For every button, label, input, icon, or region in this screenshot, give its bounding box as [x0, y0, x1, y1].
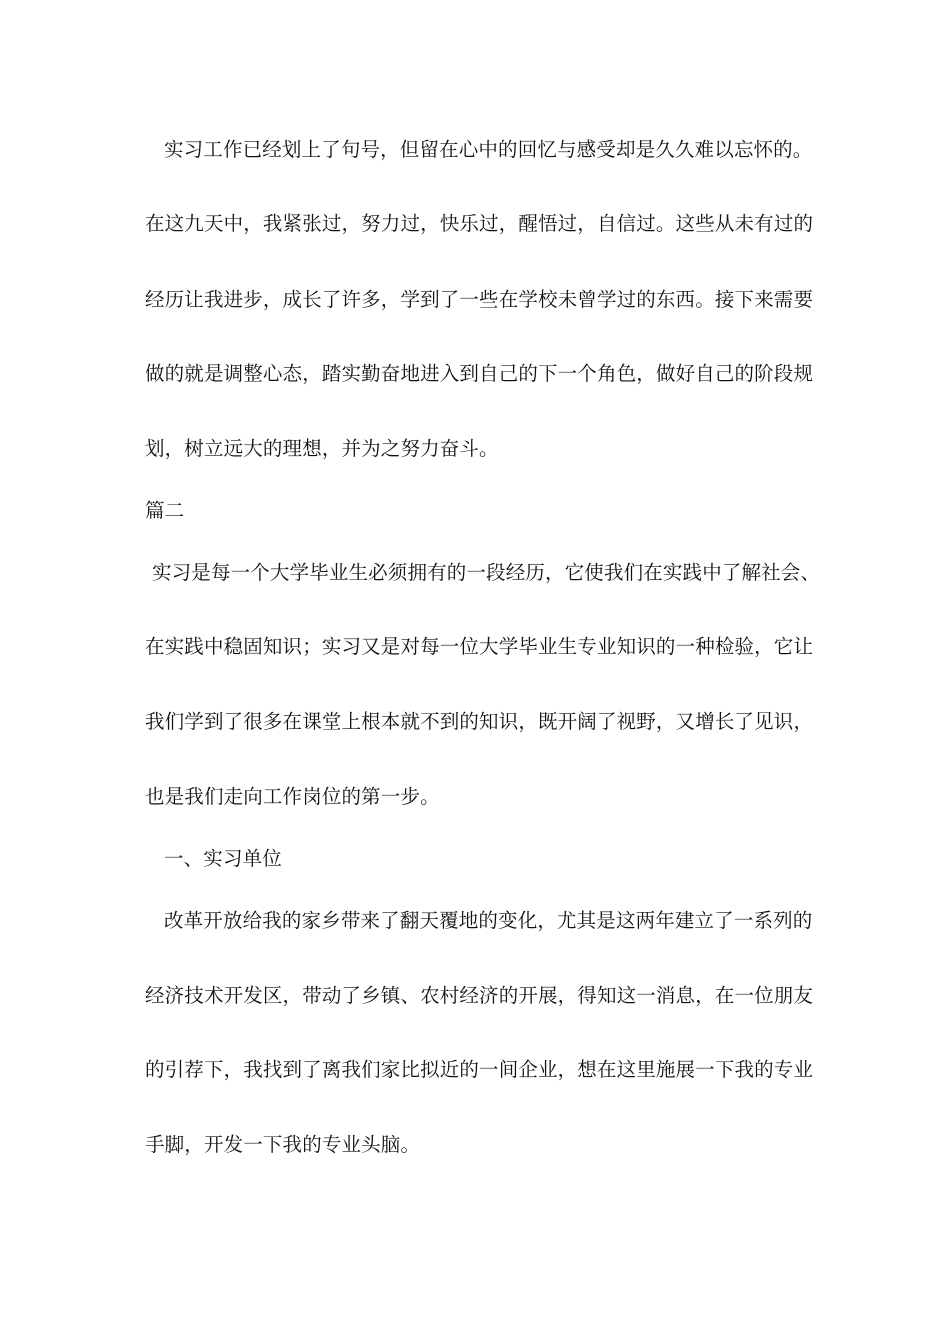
paragraph-3-line-4: 手脚，开发一下我的专业头脑。	[145, 1133, 421, 1156]
paragraph-1-line-5: 划，树立远大的理想，并为之努力奋斗。	[145, 437, 499, 460]
paragraph-2-line-2: 在实践中稳固知识；实习又是对每一位大学毕业生专业知识的一种检验，它让	[145, 635, 814, 658]
paragraph-1-line-3: 经历让我进步，成长了许多，学到了一些在学校未曾学过的东西。接下来需要	[145, 288, 814, 311]
paragraph-2-line-4: 也是我们走向工作岗位的第一步。	[145, 785, 440, 808]
paragraph-1-line-1: 实习工作已经划上了句号，但留在心中的回忆与感受却是久久难以忘怀的。	[164, 138, 813, 161]
paragraph-1-line-2: 在这九天中，我紧张过，努力过，快乐过，醒悟过，自信过。这些从未有过的	[145, 212, 814, 235]
heading-internship-unit: 一、实习单位	[164, 847, 282, 870]
paragraph-3-line-1: 改革开放给我的家乡带来了翻天覆地的变化，尤其是这两年建立了一系列的	[164, 909, 813, 932]
paragraph-1-line-4: 做的就是调整心态，踏实勤奋地进入到自己的下一个角色，做好自己的阶段规	[145, 362, 814, 385]
paragraph-3-line-3: 的引荐下，我找到了离我们家比拟近的一间企业，想在这里施展一下我的专业	[145, 1058, 814, 1081]
section-title: 篇二	[145, 499, 185, 522]
paragraph-3-line-2: 经济技术开发区，带动了乡镇、农村经济的开展，得知这一消息，在一位朋友	[145, 984, 814, 1007]
paragraph-2-line-3: 我们学到了很多在课堂上根本就不到的知识，既开阔了视野，又增长了见识，	[145, 710, 814, 733]
paragraph-2-line-1: 实习是每一个大学毕业生必须拥有的一段经历，它使我们在实践中了解社会、	[152, 561, 821, 584]
